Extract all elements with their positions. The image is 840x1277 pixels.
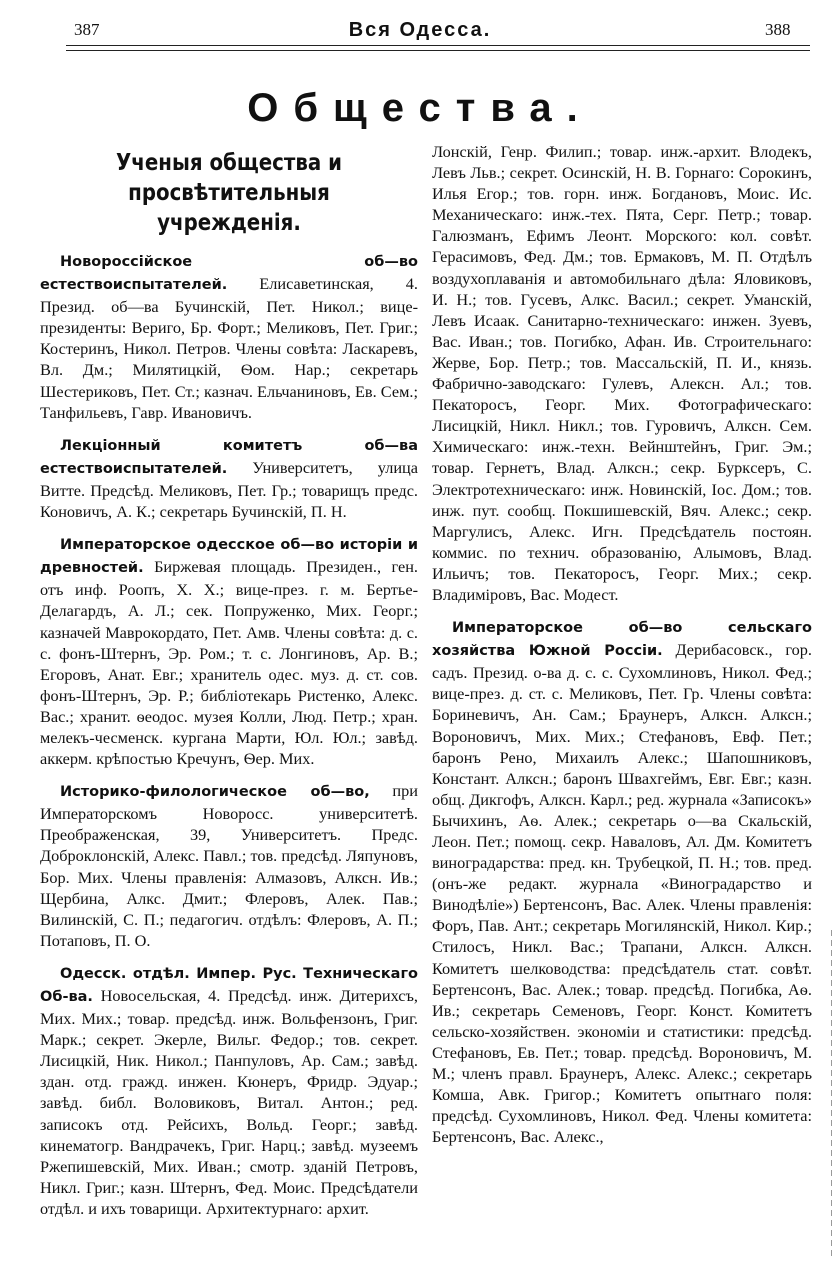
society-details: Дерибасовск., гор. садъ. Презид. о-ва д. с. с. Сухомлиновъ, Никол. Фед.; вице-през. д. ст. с. Меликовъ, Пет. Гр. Члены совѣта: Бориневичъ, Ан. Сам.; Браунеръ, Алксн. Алксн.; Вороновичъ, Мих. Мих.; Стефановъ, Евф. Пет.; баронъ Рено, Михаилъ Алекс.; Шапошниковъ, Констант. Алксн.; баронъ Швахгеймъ, Евг. Евг.; казн. общ. Дикгофъ, Алксн. Карл.; ред. журнала «Записокъ» Бычихинъ, Аѳ. Алек.; секретарь о—ва Скальскій, Леон. Пет.; помощ. секр. Наваловъ, Ал. Дм. Комитетъ виноградарства: пред. кн. Трубецкой, П. Н.; тов. пред. (онъ-же редакт. журнала «Виноградарство и Винодѣліе») Бертенсонъ, Вас. Алек. Члены правленія: Форъ, Пав. Ант.; секретарь Могилянскій, Никол. Кир.; Стилосъ, Никл. Вас.; Трапани, Алксн. Алксн. Комитетъ шелководства: предсѣдатель стат. совѣт. Бертенсонъ, Вас. Алек.; товар. предсѣд. Погибка, Аѳ. Ив.; секретарь Семеновъ, Георг. Конст. Комитетъ сельско-хозяйствен. экономіи и статистики: предсѣд. Стефановъ, Ев. Пет.; товар. предсѣд. Вороновичъ, М. М.; членъ правл. Браунеръ, Алекс. Алекс.; секретарь Комша, Авк. Григор.; Комитетъ опытнаго поля: предсѣд. Сухомлиновъ, Никол. Фед. Члены комитета: Бертенсонъ, Вас. Алекс., [432,640,812,1147]
society-name: Императорское одесское об—во исторіи и древностей. [40,537,418,577]
society-name: Новороссійское об—во естествоиспытателей. [40,254,418,294]
page-number-left: 387 [74,20,100,39]
society-details: Университетъ, улица Витте. Предсѣд. Меликовъ, Пет. Гр.; товарищъ предс. Коновичъ, А. К.; секретарь Бучинскій, П. Н. [40,457,418,522]
society-entry [40,780,418,951]
header-rule-bottom [66,50,810,51]
margin-scan-line [831,930,832,1260]
society-entry [432,141,812,605]
society-entry [40,962,418,1219]
page-title: Общества. [247,86,593,130]
society-name: Императорское об—во сельскаго хозяйства Южной Россіи. [432,620,812,660]
right-entries [432,141,812,1147]
left-column [40,148,418,1230]
section-title: Ученыя общества и просвѣтительныя учрежденія. [116,150,342,236]
society-name: Историко-филологическое об—во, [60,784,370,801]
society-entry [40,250,418,423]
society-details: Елисаветинская, 4. Презид. об—ва Бучинскій, Пет. Никол.; вице-президенты: Вериго, Бр. Форт.; Меликовъ, Пет. Григ.; Костеринъ, Никол. Петров. Члены совѣта: Ласкаревъ, Вл. Дм.; Милятицкій, Ѳом. Нар.; секретарь Шестериковъ, Пет. Ст.; казнач. Ельчаниновъ, Ев. Сем.; Танфильевъ, Гавр. Ивановичъ. [40,274,418,422]
society-entry [40,533,418,769]
society-details: Лонскій, Генр. Филип.; товар. инж.-архит. Влодекъ, Левъ Льв.; секрет. Осинскій, Н. В. Горнаго: Сорокинъ, Илья Егор.; тов. горн. инж. Богдановъ, Моис. Ис. Механическаго: инж.-тех. Пята, Серг. Петр.; товар. Галюзманъ, Ефимъ Леонт. Морского: кол. совѣт. Герасимовъ, Фед. Дм.; тов. Ермаковъ, М. П. Отдѣлъ воздухоплаванія и автомобильнаго дѣла: Яловиковъ, И. Н.; тов. Гусевъ, Алкс. Васил.; секрет. Уманскій, Левъ Исаак. Санитарно-техническаго: инжен. Зуевъ, Вас. Иван.; тов. Погибко, Афан. Ив. Строительнаго: Жерве, Бор. Петр.; тов. Массальскій, П. И., князь. Фабрично-заводскаго: Гулевъ, Алексн. Ал.; тов. Пекатоpосъ, Георг. Мих. Фотографическаго: Лисицкій, Никл. Никл.; тов. Гуровичъ, Алксн. Сем. Химическаго: инж.-техн. Вейнштейнъ, Григ. Эм.; товар. Гернетъ, Влад. Алксн.; секр. Буркcеръ, С. Электротехническаго: инж. Новинскій, Іос. Дом.; тов. инж. пут. сообщ. Покшишевскій, Вяч. Алекс.; секр. Маргулисъ, Алекс. Игн. Предсѣдатель постоян. коммис. по технич. образованію, Алымовъ, Влад. Ильичъ; тов. Пекаторосъ, Георг. Мих.; секр. Владиміровъ, Вас. Модест. [432,142,812,604]
society-details: при Императорскомъ Новоросс. университетѣ. Преображенская, 39, Университетъ. Предс. Доброклонскій, Алекс. Павл.; тов. предсѣд. Ляпуновъ, Бор. Мих. Члены правленія: Алмазовъ, Алксн. Ив.; Щербина, Алкс. Дмит.; Флеровъ, Алек. Пав.; Вилинскій, С. П.; педагогич. отдѣлъ: Флеровъ, А. П.; Потаповъ, П. О. [40,781,418,950]
right-column [432,141,812,1158]
header-rule-top [66,45,810,46]
running-title: Вся Одесса. [348,19,492,41]
society-entry [432,616,812,1147]
page-header [0,0,840,60]
society-name: Лекціонный комитетъ об—ва естествоиспытателей. [40,437,418,477]
society-details: Биржевая площадь. Президен., ген. отъ инф. Роопъ, Х. Х.; вице-през. г. м. Бертье-Делагардъ, А. Л.; сек. Попруженко, Мих. Георг.; казначей Маврокордато, Пет. Амв. Члены совѣта: д. с. с. фонъ-Штернъ, Эр. Ром.; т. с. Лонгиновъ, Ар. В.; Егоровъ, Анат. Евг.; хранитель одес. муз. д. ст. сов. фонъ-Штернъ, Эр. Р.; библіотекарь Ристенко, Алекс. Вас.; хранит. ѳеодос. музея Колли, Люд. Петр.; хран. мелекъ-чесменск. кургана Марти, Юл. Юл.; завѣд. аккерм. крѣпостью Кречунъ, Ѳер. Мих. [40,557,418,769]
left-entries [40,250,418,1219]
society-details: Новосельская, 4. Предсѣд. инж. Дитерихсъ, Мих. Мих.; товар. предсѣд. инж. Вольфензонъ, Григ. Марк.; секрет. Экерле, Вильг. Федор.; тов. секрет. Лисицкій, Ник. Никол.; Панпуловъ, Ар. Сам.; завѣд. здан. отд. гражд. инжен. Кюнеръ, Фридр. Эдуар.; завѣд. библ. Воловиковъ, Витал. Антон.; ред. записокъ отд. Рейсихъ, Вольд. Георг.; завѣд. кинематогр. Вандрачекъ, Григ. Нарц.; завѣд. музеемъ Ржепишевскій, Мих. Иван.; смотр. зданій Петровъ, Никл. Григ.; казн. Штернъ, Фед. Моис. Предсѣдатели отдѣл. и ихъ товарищи. Архитектурнаго: архит. [40,986,418,1218]
society-name: Одесск. отдѣл. Импер. Рус. Техническаго Об-ва. [40,965,418,1005]
society-entry [40,434,418,522]
page-number-right: 388 [765,20,791,39]
